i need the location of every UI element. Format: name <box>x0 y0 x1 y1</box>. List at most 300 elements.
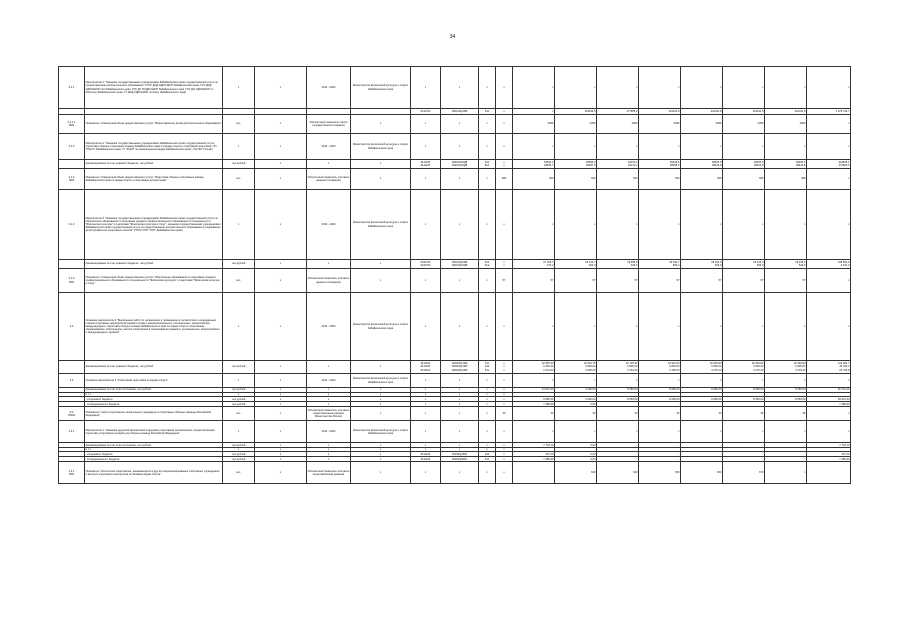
row-base-value: x <box>496 293 513 361</box>
table-row <box>59 190 851 260</box>
row-period: 2014 - 2020 <box>307 293 351 361</box>
row-period: x <box>307 160 351 169</box>
row-year-value: 14 037,20 <box>513 388 555 393</box>
row-year-value: x <box>597 67 639 109</box>
row-year-value: x <box>639 421 681 443</box>
row-kbk-section: 0111702 <box>411 109 441 115</box>
row-id: 2.3.1 <box>59 421 85 443</box>
row-executor: x <box>351 160 411 169</box>
row-year-value: 3296 <box>597 115 639 134</box>
row-year-value: 690 <box>513 169 555 190</box>
row-year-value: 695 <box>681 169 723 190</box>
row-year-value: 66465,9 38443,8 <box>681 160 723 169</box>
row-method: x <box>255 452 307 457</box>
row-description: Показатель "Совокупный объём предоставления услуги "Обеспечение образования по программе среднего профессионального образования по специальности "Физическая культура" и подготовки "Физическая культура и спорт" <box>85 269 223 293</box>
row-year-value: x <box>513 109 555 115</box>
row-year-value: 8 650,00 <box>639 388 681 393</box>
row-year-value: x <box>555 134 597 160</box>
row-unit: тыс.рублей <box>223 402 255 407</box>
row-method: x <box>255 407 307 421</box>
row-year-value: - <box>597 443 639 448</box>
row-kbk-type: x <box>479 115 496 134</box>
row-description: Основное мероприятие 2 "Выполнение работ по организации и проведению в соответствии с календарным планом спортивных мероприятий краевого уровня, межмуниципальных, региональных, всероссийских, международных, подготовка сборных команд Забайкальского края по видам спорта к спортивным соревнованиям, обеспечению участия спортсменов в соревнованиях краевого, регионального, всероссийского и международного уровней" <box>85 293 223 361</box>
row-kbk-article: x <box>441 115 479 134</box>
row-year-value: 66465,9 38443,8 <box>723 160 765 169</box>
row-year-value <box>513 462 555 484</box>
row-unit: чел. <box>223 407 255 421</box>
row-description: Основное мероприятие 3 "Спортивная подготовка по видам спорта" <box>85 374 223 388</box>
row-year-value: x <box>765 374 807 388</box>
row-description: в т.ч. <box>85 448 223 452</box>
row-kbk-article: x <box>441 393 479 397</box>
row-year-value: 177905,2 <box>597 109 639 115</box>
row-year-value: x <box>555 374 597 388</box>
row-year-value: 8 650,00 <box>639 397 681 402</box>
row-year-value: 35 <box>765 407 807 421</box>
row-period: 2014 - 2020 <box>307 190 351 260</box>
row-year-value: x <box>681 134 723 160</box>
row-method: x <box>255 388 307 393</box>
row-description: Показатель "Совокупный объём предоставления услуги "Подготовка сборных спортивных команд Забайкальского края по видам спорта и спортивным дисциплинам" <box>85 169 223 190</box>
row-year-value: x <box>639 67 681 109</box>
row-year-value: x <box>681 190 723 260</box>
row-year-value: 8 650,00 <box>723 388 765 393</box>
row-description: финансирование за счет краевого бюджета, тыс.рублей <box>85 361 223 374</box>
row-method: x <box>255 462 307 484</box>
row-period: Абсолютный показатель (согласно данным госзадания) <box>307 169 351 190</box>
row-year-value: 3296 <box>723 115 765 134</box>
row-kbk-section: x <box>411 448 441 452</box>
row-year-value: 57 <box>723 269 765 293</box>
row-year-value: x <box>639 134 681 160</box>
row-id: 2.1.1.1 ПМ1 <box>59 115 85 134</box>
row-kbk-article: x <box>441 134 479 160</box>
row-year-value: - <box>723 443 765 448</box>
row-year-value: - <box>765 457 807 462</box>
row-year-value: 191536,5 <box>555 109 597 115</box>
row-year-value: 53 231,30 <box>807 397 851 402</box>
row-year-value: x <box>513 421 555 443</box>
row-year-value: - <box>639 402 681 407</box>
row-kbk-section: x <box>411 134 441 160</box>
row-year-value: x <box>681 421 723 443</box>
row-unit: чел. <box>223 115 255 134</box>
row-year-value: x <box>555 293 597 361</box>
row-kbk-type: x <box>479 402 496 407</box>
row-year-value: 7 718,10 <box>513 443 555 448</box>
row-executor: x <box>351 393 411 397</box>
row-year-value: 1 378 799,7 <box>807 109 851 115</box>
row-kbk-article: x <box>441 397 479 402</box>
row-year-value: 32 <box>555 407 597 421</box>
row-period: x <box>307 452 351 457</box>
row-year-value: 20 066,80 6 800,00 3 276,20 <box>681 361 723 374</box>
row-kbk-section: 0111103 <box>411 452 441 457</box>
row-period: x <box>307 361 351 374</box>
row-method: x <box>255 190 307 260</box>
row-year-value: x <box>555 190 597 260</box>
row-base-value: x <box>496 397 513 402</box>
table-row <box>59 407 851 421</box>
row-executor: x <box>351 361 411 374</box>
row-base-value: 690 <box>496 169 513 190</box>
row-base-value: x <box>496 374 513 388</box>
row-id: 2.3.1 ПМ1 <box>59 462 85 484</box>
row-year-value: x <box>681 374 723 388</box>
row-year-value: 201911,8 <box>723 109 765 115</box>
table-row <box>59 462 851 484</box>
row-base-value: x <box>496 421 513 443</box>
row-description: финансирование за счет всех источников, тыс.рублей <box>85 443 223 448</box>
row-kbk-article: x <box>441 374 479 388</box>
row-year-value: - <box>597 452 639 457</box>
row-year-value: 35 <box>723 407 765 421</box>
row-year-value: 53530,2 40836,7 <box>513 160 555 169</box>
row-kbk-article: x <box>441 169 479 190</box>
row-year-value: 29 563,8 469,6 <box>597 260 639 269</box>
row-period: 2014 - 2020 <box>307 421 351 443</box>
row-kbk-section: x <box>411 421 441 443</box>
row-year-value: 22 565,30 6 240,30 1 612,80 <box>513 361 555 374</box>
row-period: 2014 - 2020 <box>307 134 351 160</box>
row-executor: Министерство физической культуры и спорта Забайкальского края <box>351 374 411 388</box>
row-method: x <box>255 361 307 374</box>
row-year-value: x <box>765 134 807 160</box>
row-kbk-article: x <box>441 190 479 260</box>
row-kbk-article: 182010Q2М8 182010Q2М8 <box>441 260 479 269</box>
row-year-value: x <box>807 115 851 134</box>
row-base-value: x <box>496 402 513 407</box>
row-year-value: 0,00 <box>555 443 597 448</box>
row-year-value: 57 <box>681 269 723 293</box>
row-year-value: 3296 <box>681 115 723 134</box>
row-year-value: x <box>807 269 851 293</box>
row-year-value: x <box>597 421 639 443</box>
row-year-value: 0,00 <box>555 402 597 407</box>
row-year-value: 19 523,75 6 800,00 3 000,00 <box>555 361 597 374</box>
row-year-value: 3296 <box>555 115 597 134</box>
row-year-value: x <box>555 67 597 109</box>
row-kbk-section: x <box>411 393 441 397</box>
row-kbk-type: 611 <box>479 452 496 457</box>
row-executor: x <box>351 448 411 452</box>
row-year-value: 29 426,0 529,9 <box>765 260 807 269</box>
row-base-value: x <box>496 462 513 484</box>
row-base-value: x <box>496 115 513 134</box>
row-kbk-section: 0111103 0111103 0111102 <box>411 361 441 374</box>
row-method: x <box>255 393 307 397</box>
row-kbk-type: 611 244 611 <box>479 361 496 374</box>
row-description: финансирование за счет краевого бюджета, тыс.рублей <box>85 160 223 169</box>
row-description: Показатель "Количество спортсменов, занимающихся в других специализированных спортивных учреждениях и высшего спортивного мастерства по базовым видам спорта" <box>85 462 223 484</box>
row-kbk-section: 0111103 <box>411 457 441 462</box>
row-unit: чел. <box>223 169 255 190</box>
row-year-value: - <box>681 452 723 457</box>
row-base-value: x <box>496 67 513 109</box>
row-year-value: 8 650,00 <box>681 388 723 393</box>
row-period: Абсолютный показатель (согласно представленным данным) <box>307 462 351 484</box>
row-method: x <box>255 169 307 190</box>
row-id: 2.1.1 <box>59 67 85 109</box>
row-description: финансирование за счет краевого бюджета, тыс.рублей <box>85 260 223 269</box>
table-row <box>59 361 851 374</box>
row-kbk-type: x <box>479 388 496 393</box>
row-year-value: x <box>639 293 681 361</box>
row-executor: x <box>351 115 411 134</box>
row-year-value: 692 <box>555 169 597 190</box>
table-row <box>59 115 851 134</box>
row-year-value: - <box>597 457 639 462</box>
row-base-value: x x <box>496 260 513 269</box>
row-unit: тыс.рублей <box>223 160 255 169</box>
row-year-value: 7 480,90 <box>807 457 851 462</box>
row-year-value: 237,20 <box>807 452 851 457</box>
row-id: 2.3. ПСМ1 <box>59 407 85 421</box>
row-kbk-article: x <box>441 421 479 443</box>
row-year-value: - <box>765 443 807 448</box>
row-kbk-type: x <box>479 393 496 397</box>
row-period: Абсолютный показатель (число государственного задания) <box>307 115 351 134</box>
row-year-value: x <box>807 407 851 421</box>
row-period: Абсолютный показатель (согласно представленным данным Министерства России) <box>307 407 351 421</box>
row-year-value: - <box>639 457 681 462</box>
row-year-value: x <box>807 293 851 361</box>
row-description: Показатель "Совокупный объём предоставления услуги "Предоставление детям дополнительного образования" <box>85 115 223 134</box>
row-kbk-type: x <box>479 443 496 448</box>
row-year-value: 57 <box>639 269 681 293</box>
row-year-value: 8 650,00 <box>597 388 639 393</box>
row-period: 2014 - 2020 <box>307 67 351 109</box>
row-year-value: 26 212,7 460,0 <box>555 260 597 269</box>
row-kbk-type: 611 621 <box>479 160 496 169</box>
row-unit: тыс.рублей <box>223 452 255 457</box>
row-id <box>59 260 85 269</box>
row-executor: x <box>351 443 411 448</box>
row-unit: тыс.рублей <box>223 361 255 374</box>
row-kbk-section: x <box>411 374 441 388</box>
row-year-value: 3296 <box>513 115 555 134</box>
row-description: - из краевого бюджета <box>85 397 223 402</box>
row-year-value: x <box>513 293 555 361</box>
row-year-value: 0,00 <box>555 452 597 457</box>
row-kbk-article: x <box>441 462 479 484</box>
row-kbk-type: x <box>479 374 496 388</box>
row-year-value: 64074,0 36170,2 <box>597 160 639 169</box>
row-year-value: 33 <box>597 407 639 421</box>
row-kbk-section: x <box>411 190 441 260</box>
table-row <box>59 169 851 190</box>
row-unit: x <box>223 293 255 361</box>
row-method: x <box>255 421 307 443</box>
row-executor: x <box>351 169 411 190</box>
row-year-value: 57 <box>765 269 807 293</box>
row-year-value: - <box>723 457 765 462</box>
row-year-value: x <box>765 67 807 109</box>
row-executor: Министерство физической культуры и спорта Забайкальского края <box>351 421 411 443</box>
row-year-value: 32 <box>513 407 555 421</box>
row-year-value: x <box>681 293 723 361</box>
row-description: - из федерального бюджета <box>85 457 223 462</box>
row-kbk-article: x <box>441 269 479 293</box>
row-method: x <box>255 67 307 109</box>
row-year-value: x <box>807 169 851 190</box>
row-unit: тыс.рублей <box>223 260 255 269</box>
row-period: x <box>307 397 351 402</box>
row-year-value: x <box>723 134 765 160</box>
row-year-value: x <box>807 67 851 109</box>
row-id: 2.1.2 <box>59 134 85 160</box>
row-year-value: 198 592,9 3 422,3 <box>807 260 851 269</box>
row-method: x <box>255 115 307 134</box>
row-kbk-type: x <box>479 462 496 484</box>
row-year-value: 630 <box>555 462 597 484</box>
row-year-value: 8 650,00 <box>723 397 765 402</box>
row-base-value: x <box>496 457 513 462</box>
row-id: 2.3 <box>59 374 85 388</box>
row-year-value: 7 480,90 <box>513 402 555 407</box>
row-year-value: x <box>513 190 555 260</box>
row-year-value: 34 <box>681 407 723 421</box>
row-year-value: 6 556,30 <box>513 397 555 402</box>
table-row <box>59 260 851 269</box>
row-year-value: - <box>723 402 765 407</box>
row-year-value: 7 480,90 <box>513 457 555 462</box>
row-year-value: 660 <box>681 462 723 484</box>
row-executor: x <box>351 407 411 421</box>
row-year-value: x <box>639 190 681 260</box>
row-kbk-article: 18203Q1860 <box>441 452 479 457</box>
row-year-value: 57 <box>555 269 597 293</box>
table-row <box>59 134 851 160</box>
row-executor: Министерство физической культуры и спорта Забайкальского края <box>351 293 411 361</box>
row-kbk-article: 182020Q1М0 182020Q1М0 182020Q1М0 <box>441 361 479 374</box>
row-year-value: x <box>765 190 807 260</box>
row-year-value: - <box>639 443 681 448</box>
row-year-value: x <box>597 374 639 388</box>
row-year-value: x <box>513 134 555 160</box>
row-base-value: x <box>496 109 513 115</box>
row-kbk-section: x <box>411 67 441 109</box>
row-year-value: 7 718,10 <box>807 443 851 448</box>
row-kbk-article: x <box>441 388 479 393</box>
row-year-value: 57 <box>513 269 555 293</box>
page-number: 34 <box>449 34 456 40</box>
row-kbk-section: x <box>411 397 441 402</box>
row-year-value: 142 064,7 46 040,3 20 733,8 <box>807 361 851 374</box>
row-year-value: 29 426,0 529,9 <box>681 260 723 269</box>
row-id: 2.1.2 ПМ1 <box>59 169 85 190</box>
row-year-value: 201911,8 <box>681 109 723 115</box>
row-base-value: x <box>496 393 513 397</box>
row-year-value: 60595,2 40487,5 <box>555 160 597 169</box>
row-year-value: x <box>513 374 555 388</box>
row-year-value: 8 650,00 <box>765 397 807 402</box>
row-year-value: - <box>765 402 807 407</box>
row-description: Мероприятие 2 "Оказание государственными учреждениями Забайкальского края государственной услуги подготовки сборных спортивных команд Забайкальского края по видам спорта и спортивной подготовке" (ГУ "РЦСП" Забайкальского края, ГУ "РЦСП по национальным видам Забайкальского края", ГАУ ФК "Гольф") <box>85 134 223 160</box>
row-executor: x <box>351 462 411 484</box>
row-year-value: x <box>723 293 765 361</box>
row-year-value: 3 400,00 <box>555 388 597 393</box>
row-year-value: x <box>765 462 807 484</box>
row-year-value: x <box>681 67 723 109</box>
row-executor: Министерство физической культуры и спорта Забайкальского края <box>351 190 411 260</box>
row-method: x <box>255 397 307 402</box>
row-year-value: x <box>807 421 851 443</box>
row-unit: тыс.рублей <box>223 397 255 402</box>
row-year-value: 3296 <box>765 115 807 134</box>
table-row <box>59 421 851 443</box>
row-kbk-article: 18203Q5081 <box>441 457 479 462</box>
row-year-value: 66465,9 38443,8 <box>765 160 807 169</box>
row-year-value: 698 <box>765 169 807 190</box>
row-id <box>59 361 85 374</box>
row-unit: тыс.рублей <box>223 388 255 393</box>
row-base-value: 30 <box>496 407 513 421</box>
row-id: 2.1.3 ПМ1 <box>59 269 85 293</box>
row-year-value: x <box>765 421 807 443</box>
row-year-value <box>807 462 851 484</box>
row-year-value: x <box>723 421 765 443</box>
row-year-value: 60 712,20 <box>807 388 851 393</box>
row-executor: Министерство физической культуры и спорта Забайкальского края <box>351 134 411 160</box>
program-table <box>58 66 851 484</box>
row-year-value: 237,20 <box>513 452 555 457</box>
table-row <box>59 374 851 388</box>
row-period: x <box>307 393 351 397</box>
row-year-value: 693 <box>597 169 639 190</box>
row-year-value: - <box>639 452 681 457</box>
row-id: 2.2 <box>59 293 85 361</box>
row-year-value: 201911,8 <box>765 109 807 115</box>
row-kbk-article: 182010Q2Д8 182010Q2Д8 <box>441 160 479 169</box>
row-kbk-section: 0111103 0111103 <box>411 160 441 169</box>
row-kbk-type: x <box>479 269 496 293</box>
row-kbk-section: x <box>411 407 441 421</box>
row-description: Мероприятие 3 "Оказание государственными учреждениями Забайкальского края государственной услуги по обеспечению образования по программе среднего профессионального образования по специальности "Физическая культура" и подготовки "Физическая культура и спорт", оказание государственными учреждениями Забайкальского края государственной услуги по предоставлению дополнительного образования и содержанию детей профильно-спортивных классов" (ГПОУ СПО "УОР" Забайкальского края) <box>85 190 223 260</box>
row-method: x <box>255 260 307 269</box>
row-id: 2.1.3 <box>59 190 85 260</box>
row-year-value: 640 <box>597 462 639 484</box>
row-base-value: x <box>496 388 513 393</box>
row-year-value: - <box>681 443 723 448</box>
row-kbk-article: x <box>441 448 479 452</box>
row-description: Мероприятие 1 "Оказание адресной финансовой поддержки спортивным организациям, осуществляющим подготовку спортивного резерва для сборных команд Российской Федерации" <box>85 421 223 443</box>
row-year-value: 34 <box>639 407 681 421</box>
row-year-value: x <box>723 67 765 109</box>
row-executor: x <box>351 457 411 462</box>
row-year-value: x <box>597 190 639 260</box>
row-period: x <box>307 260 351 269</box>
row-year-value: x <box>807 374 851 388</box>
row-year-value: - <box>597 402 639 407</box>
row-base-value: x x x <box>496 361 513 374</box>
row-year-value: 7 480,90 <box>807 402 851 407</box>
row-kbk-article: x <box>441 407 479 421</box>
row-unit: тыс.рублей <box>223 457 255 462</box>
row-year-value: 694 <box>639 169 681 190</box>
row-year-value: 3296 <box>639 115 681 134</box>
row-kbk-section: x <box>411 169 441 190</box>
row-base-value: x <box>496 443 513 448</box>
row-executor: Министерство физической культуры и спорта Забайкальского края <box>351 67 411 109</box>
row-year-value: 66329,6 38258,2 <box>639 160 681 169</box>
row-kbk-section: 0110704 0110704 <box>411 260 441 269</box>
row-kbk-type: x <box>479 293 496 361</box>
row-year-value: 19 934,30 6 800,00 3 190,50 <box>639 361 681 374</box>
row-period: x <box>307 448 351 452</box>
row-method: x <box>255 443 307 448</box>
row-kbk-type: x <box>479 190 496 260</box>
